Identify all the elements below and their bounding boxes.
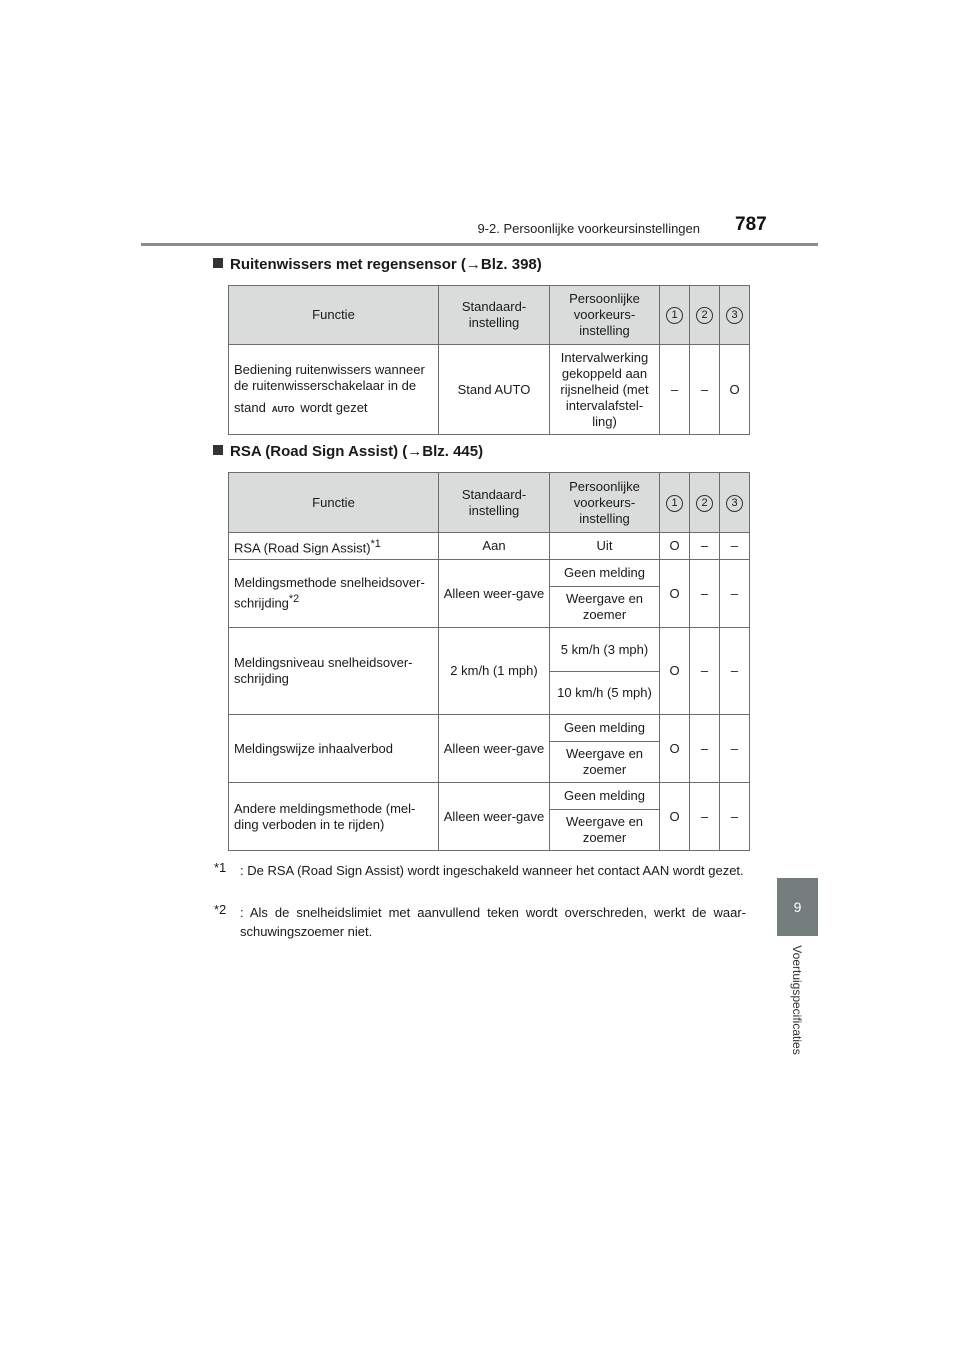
table-wipers (228, 285, 750, 435)
auto-switch-icon: AUTO (271, 404, 295, 414)
circled-2-icon: 2 (696, 495, 713, 512)
footnote-marker: *2 (214, 902, 227, 917)
cell-c2: – (690, 783, 720, 851)
cell-option: Weergave en zoemer (550, 810, 660, 851)
functie-stand (234, 400, 368, 418)
cell-c1: O (660, 715, 690, 783)
circled-1-icon: 1 (666, 495, 683, 512)
cell-functie (229, 715, 439, 783)
cell-option: 5 km/h (3 mph) (550, 628, 660, 672)
table-header-row (229, 473, 750, 533)
cell-c3: – (720, 783, 750, 851)
header-functie: Functie (229, 286, 439, 345)
functie-text: Meldingsniveau snelheidsover-schrijding (234, 655, 413, 686)
cell-c1: O (660, 533, 690, 560)
cell-functie (229, 628, 439, 715)
header-standaard: Standaard-instelling (439, 473, 550, 533)
cell-standaard: Stand AUTO (439, 345, 550, 435)
cell-option: Geen melding (550, 560, 660, 587)
circled-3-icon: 3 (726, 307, 743, 324)
cell-c3: O (720, 345, 750, 435)
cell-option: Weergave en zoemer (550, 742, 660, 783)
functie-text: Andere meldingsmethode (mel-ding verboden in te rijden) (234, 800, 416, 832)
table-row (229, 533, 750, 560)
square-bullet-icon (213, 258, 223, 268)
cell-c3: – (720, 560, 750, 628)
chapter-label: Voertuigspecificaties (790, 945, 804, 1055)
header-col-2 (690, 473, 720, 533)
footnote-1 (214, 861, 746, 880)
stand-end: wordt gezet (300, 399, 368, 415)
cell-c2: – (690, 533, 720, 560)
chapter-number: 9 (793, 899, 802, 915)
header-col-1 (660, 473, 690, 533)
page-number: 787 (735, 214, 767, 235)
header-persoonlijk: Persoonlijke voorkeurs-instelling (550, 286, 660, 345)
cell-standaard: 2 km/h (1 mph) (439, 628, 550, 715)
cell-c2: – (690, 628, 720, 715)
square-bullet-icon (213, 445, 223, 455)
section-title-rsa (213, 443, 483, 460)
cell-option: Uit (550, 533, 660, 560)
table-rsa (228, 472, 750, 851)
footnote-2 (214, 903, 746, 941)
footnote-ref: *1 (370, 537, 381, 550)
circled-2-icon: 2 (696, 307, 713, 324)
cell-c3: – (720, 533, 750, 560)
table-row (229, 628, 750, 672)
header-persoonlijk: Persoonlijke voorkeurs-instelling (550, 473, 660, 533)
stand-label: stand (234, 399, 266, 415)
header-col-1 (660, 286, 690, 345)
cell-c2: – (690, 345, 720, 435)
circled-1-icon: 1 (666, 307, 683, 324)
cell-functie (229, 345, 439, 435)
header-col-2 (690, 286, 720, 345)
functie-text: RSA (Road Sign Assist) (234, 540, 371, 556)
section-title-text: Ruitenwissers met regensensor (→Blz. 398) (230, 256, 542, 273)
cell-standaard: Alleen weer-gave (439, 783, 550, 851)
table-row (229, 560, 750, 587)
table-row (229, 715, 750, 742)
cell-c1: O (660, 628, 690, 715)
header-standaard: Standaard-instelling (439, 286, 550, 345)
section-title-wipers (213, 256, 542, 273)
section-title-text: RSA (Road Sign Assist) (→Blz. 445) (230, 443, 484, 460)
cell-c1: O (660, 560, 690, 628)
cell-standaard: Aan (439, 533, 550, 560)
footnote-text: : Als de snelheidslimiet met aanvullend teken wordt overschreden, werkt de waar-schuwingszoemer niet. (240, 905, 746, 939)
table-row (229, 345, 750, 435)
cell-c1: O (660, 783, 690, 851)
cell-functie (229, 560, 439, 628)
cell-functie (229, 783, 439, 851)
table-row (229, 783, 750, 810)
footnote-text: : De RSA (Road Sign Assist) wordt ingeschakeld wanneer het contact AAN wordt gezet. (240, 863, 744, 878)
header-col-3 (720, 286, 750, 345)
header-col-3 (720, 473, 750, 533)
cell-option: 10 km/h (5 mph) (550, 672, 660, 715)
chapter-tab (777, 878, 818, 936)
cell-functie (229, 533, 439, 560)
cell-c3: – (720, 715, 750, 783)
cell-persoonlijk: Intervalwerking gekoppeld aan rijsnelheid (met intervalafstel-ling) (550, 345, 660, 435)
cell-c1: – (660, 345, 690, 435)
footnote-marker: *1 (214, 860, 227, 875)
header-functie: Functie (229, 473, 439, 533)
circled-3-icon: 3 (726, 495, 743, 512)
cell-standaard: Alleen weer-gave (439, 715, 550, 783)
cell-standaard: Alleen weer-gave (439, 560, 550, 628)
cell-c2: – (690, 715, 720, 783)
cell-option: Geen melding (550, 715, 660, 742)
cell-option: Weergave en zoemer (550, 587, 660, 628)
functie-text: Bediening ruitenwissers wanneer de ruitenwisserschakelaar in de (234, 361, 425, 393)
functie-text: Meldingswijze inhaalverbod (234, 740, 393, 756)
section-header: 9-2. Persoonlijke voorkeursinstellingen (477, 221, 700, 236)
cell-c3: – (720, 628, 750, 715)
table-header-row (229, 286, 750, 345)
footnote-ref: *2 (288, 593, 300, 606)
cell-option: Geen melding (550, 783, 660, 810)
cell-c2: – (690, 560, 720, 628)
header-divider (141, 243, 818, 246)
functie-text: Meldingsmethode snelheidsover-schrijding (234, 575, 425, 611)
